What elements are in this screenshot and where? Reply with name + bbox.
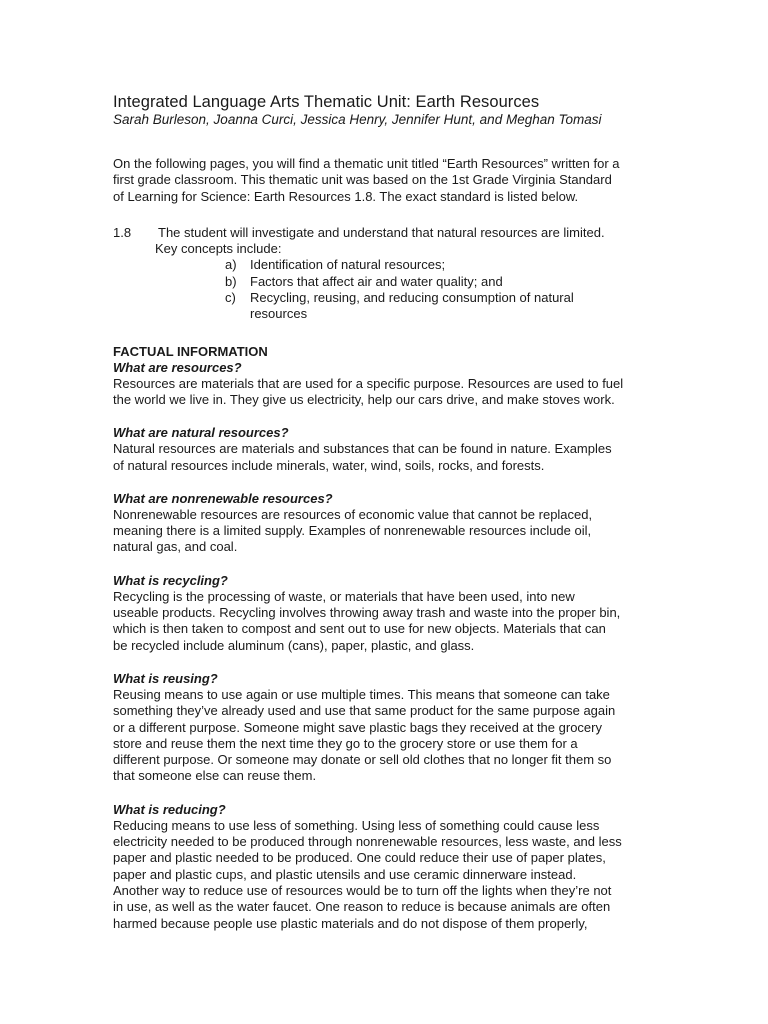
question-heading: What are nonrenewable resources? (113, 490, 333, 506)
list-item-line: resources (250, 306, 308, 322)
list-item (225, 274, 643, 290)
list-item-line: Recycling, reusing, and reducing consumption of natural (250, 290, 574, 306)
answer-line: different purpose. Or someone may donate or sell old clothes that no longer fit them so (113, 752, 612, 768)
answer-line: useable products. Recycling involves throwing away trash and waste into the proper bin, (113, 605, 621, 621)
standard-number: 1.8 (113, 224, 132, 240)
faq-sections (113, 360, 643, 932)
list-item-label: c) (225, 290, 236, 306)
faq-section (113, 573, 643, 654)
standard-row (113, 225, 643, 241)
answer-line: natural gas, and coal. (113, 539, 238, 555)
question-heading: What are natural resources? (113, 425, 289, 441)
standard-block (113, 225, 643, 323)
answer-line: Reducing means to use less of something. Using less of something could cause less (113, 817, 600, 833)
list-item (225, 257, 643, 273)
faq-section (113, 671, 643, 785)
list-item-label: b) (225, 273, 237, 289)
intro-line: of Learning for Science: Earth Resources 1.8. The exact standard is listed below. (113, 188, 579, 204)
document-authors: Sarah Burleson, Joanna Curci, Jessica Henry, Jennifer Hunt, and Meghan Tomasi (113, 112, 602, 127)
standard-list (113, 257, 643, 322)
question-heading: What are resources? (113, 359, 242, 375)
answer-line: Natural resources are materials and substances that can be found in nature. Examples (113, 441, 612, 457)
answer-line: which is then taken to compost and sent out to use for new objects. Materials that can (113, 621, 606, 637)
answer-line: Another way to reduce use of resources would be to turn off the lights when they’re not (113, 882, 612, 898)
list-item-text: Factors that affect air and water quality; and (250, 273, 503, 289)
answer-line: in use, as well as the water faucet. One reason to reduce is because animals are often (113, 899, 611, 915)
question-heading: What is reusing? (113, 670, 218, 686)
list-item (225, 290, 643, 323)
answer-line: harmed because people use plastic materials and do not dispose of them properly, (113, 915, 588, 931)
answer-line: Resources are materials that are used for a specific purpose. Resources are used to fuel (113, 375, 624, 391)
faq-section (113, 802, 643, 932)
intro-paragraph (113, 156, 643, 205)
intro-line: On the following pages, you will find a thematic unit titled “Earth Resources” written for a (113, 156, 620, 171)
list-item-text (250, 290, 574, 323)
standard-subtext: Key concepts include: (155, 241, 282, 257)
answer-line: meaning there is a limited supply. Examples of nonrenewable resources include oil, (113, 523, 592, 539)
question-heading: What is reducing? (113, 801, 226, 817)
answer-line: Nonrenewable resources are resources of economic value that cannot be replaced, (113, 506, 593, 522)
answer-line: paper and plastic cups, and plastic utensils and use ceramic dinnerware instead. (113, 866, 577, 882)
factual-heading: FACTUAL INFORMATION (113, 343, 268, 359)
answer-line: store and reuse them the next time they go to the grocery store or use them for a (113, 735, 578, 751)
answer-line: paper and plastic needed to be produced. One could reduce their use of paper plates, (113, 850, 606, 866)
faq-section (113, 491, 643, 556)
intro-line: first grade classroom. This thematic unit was based on the 1st Grade Virginia Standard (113, 172, 612, 188)
answer-line: electricity needed to be produced through nonrenewable resources, less waste, and less (113, 834, 622, 850)
answer-line: of natural resources include minerals, water, wind, soils, rocks, and forests. (113, 457, 545, 473)
faq-section (113, 360, 643, 409)
document-content (113, 93, 643, 932)
answer-line: Recycling is the processing of waste, or materials that have been used, into new (113, 588, 575, 604)
faq-section (113, 425, 643, 474)
question-heading: What is recycling? (113, 572, 228, 588)
standard-text: The student will investigate and understand that natural resources are limited. (158, 224, 605, 240)
answer-line: or a different purpose. Someone might save plastic bags they received at the grocery (113, 719, 602, 735)
document-title: Integrated Language Arts Thematic Unit: Earth Resources (113, 93, 540, 111)
list-item-text: Identification of natural resources; (250, 257, 446, 273)
answer-line: that someone else can reuse them. (113, 768, 317, 784)
answer-line: be recycled include aluminum (cans), paper, plastic, and glass. (113, 637, 475, 653)
answer-line: the world we live in. They give us electricity, help our cars drive, and make stoves work. (113, 391, 615, 407)
list-item-label: a) (225, 257, 237, 273)
answer-line: Reusing means to use again or use multiple times. This means that someone can take (113, 686, 610, 702)
answer-line: something they’ve already used and use that same product for the same purpose again (113, 703, 616, 719)
